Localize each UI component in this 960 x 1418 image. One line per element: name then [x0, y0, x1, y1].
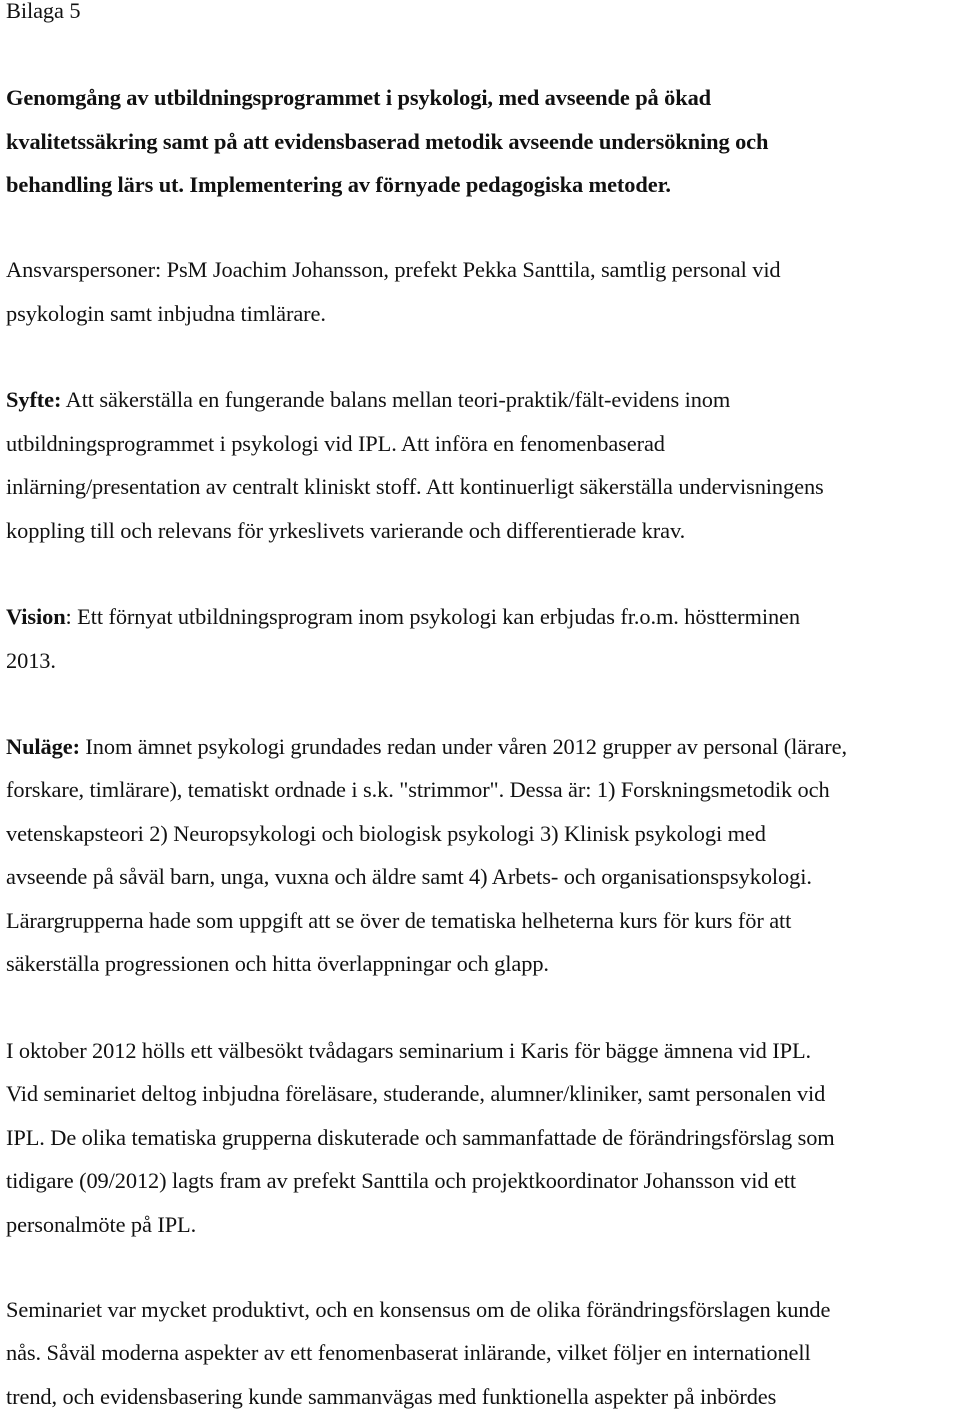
document-title: [6, 76, 958, 207]
purpose-paragraph: [6, 378, 958, 552]
purpose-first-line-text: Att säkerställa en fungerande balans mellan teori-praktik/fält-evidens inom: [61, 387, 731, 412]
outcome-line: nås. Såväl moderna aspekter av ett fenomenbaserat inlärande, vilket följer en internationell: [6, 1340, 811, 1366]
outcome-line: Seminariet var mycket produktivt, och en konsensus om de olika förändringsförslagen kunde: [6, 1297, 831, 1322]
seminar-line: tidigare (09/2012) lagts fram av prefekt Santtila och projektkoordinator Johansson vid ett: [6, 1168, 797, 1194]
responsible-persons-paragraph: [6, 248, 958, 335]
outcome-line: trend, och evidensbasering kunde sammanvägas med funktionella aspekter på inbördes: [6, 1383, 777, 1409]
current-status-paragraph: [6, 725, 958, 985]
seminar-line: personalmöte på IPL.: [6, 1211, 197, 1237]
purpose-line: koppling till och relevans för yrkeslivets varierande och differentierade krav.: [6, 517, 686, 543]
title-line: kvalitetssäkring samt på att evidensbaserad metodik avseende undersökning och: [6, 128, 769, 154]
status-line: Lärargrupperna hade som uppgift att se över de tematiska helheterna kurs för kurs för att: [6, 907, 792, 933]
appendix-heading-text: Bilaga 5: [6, 0, 81, 23]
status-first-line-text: Inom ämnet psykologi grundades redan under våren 2012 grupper av personal (lärare,: [79, 734, 847, 759]
appendix-heading: [6, 0, 958, 33]
status-line: forskare, timlärare), tematiskt ordnade i s.k. "strimmor". Dessa är: 1) Forskningsmetodik och: [6, 777, 830, 803]
purpose-line: utbildningsprogrammet i psykologi vid IPL. Att införa en fenomenbaserad: [6, 430, 665, 456]
title-line: behandling lärs ut. Implementering av förnyade pedagogiska metoder.: [6, 172, 671, 197]
purpose-line: inlärning/presentation av centralt kliniskt stoff. Att kontinuerligt säkerställa undervisningens: [6, 474, 824, 499]
seminar-line: Vid seminariet deltog inbjudna föreläsare, studerande, alumner/kliniker, samt personalen vid: [6, 1081, 826, 1107]
title-line: Genomgång av utbildningsprogrammet i psykologi, med avseende på ökad: [6, 85, 712, 110]
responsible-line: Ansvarspersoner: PsM Joachim Johansson, prefekt Pekka Santtila, samtlig personal vid: [6, 257, 781, 282]
vision-line: 2013.: [6, 647, 56, 673]
status-first-line: [6, 725, 958, 768]
vision-paragraph: [6, 595, 958, 682]
status-line: säkerställa progressionen och hitta överlappningar och glapp.: [6, 951, 549, 977]
seminar-line: I oktober 2012 hölls ett välbesökt tvådagars seminarium i Karis för bägge ämnena vid IPL.: [6, 1038, 812, 1063]
purpose-first-line: [6, 378, 958, 422]
status-line: avseende på såväl barn, unga, vuxna och äldre samt 4) Arbets- och organisationspsykologi.: [6, 864, 812, 890]
vision-first-line: [6, 595, 958, 639]
outcome-paragraph: [6, 1288, 958, 1418]
vision-first-line-text: : Ett förnyat utbildningsprogram inom psykologi kan erbjudas fr.o.m. höstterminen: [65, 604, 800, 629]
seminar-paragraph: [6, 1029, 958, 1246]
responsible-line: psykologin samt inbjudna timlärare.: [6, 300, 326, 326]
status-line: vetenskapsteori 2) Neuropsykologi och biologisk psykologi 3) Klinisk psykologi med: [6, 820, 766, 846]
status-label: Nuläge:: [6, 734, 80, 759]
purpose-label: Syfte:: [6, 387, 62, 412]
seminar-line: IPL. De olika tematiska grupperna diskuterade och sammanfattade de förändringsförslag som: [6, 1124, 835, 1150]
vision-label: Vision: [6, 604, 66, 629]
